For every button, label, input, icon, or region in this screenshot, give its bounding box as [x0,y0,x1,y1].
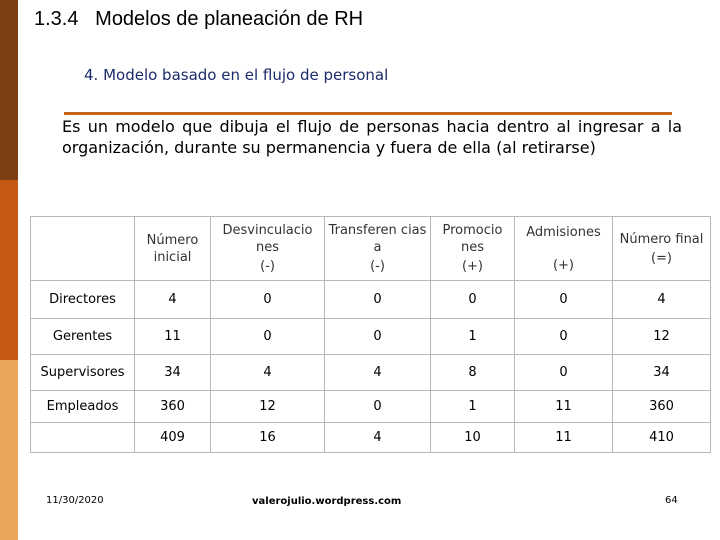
table-cell: 360 [135,391,211,423]
header-cell [211,217,325,281]
slide-title: 1.3.4 Modelos de planeación de RH [34,8,364,30]
table-cell: 8 [431,355,515,391]
header-label: Desvinculacio nes [222,223,313,255]
table-cell: 0 [325,319,431,355]
page-number: 64 [665,495,678,506]
header-sign: (+) [461,259,484,274]
header-sign: (=) [650,250,673,266]
header-sign: (-) [370,259,385,274]
header-cell-empty [31,217,135,281]
row-label: Gerentes [31,319,135,355]
table-cell: 0 [515,319,613,355]
table-cell: 0 [515,355,613,391]
personnel-flow-table [30,216,711,453]
header-label: Número final [619,231,704,247]
side-bar-segment-light [0,360,18,540]
table-cell: 0 [325,281,431,319]
side-bar-segment-mid [0,180,18,360]
row-label: Directores [31,281,135,319]
side-bar-segment-dark [0,0,18,180]
footer-date: 11/30/2020 [46,495,104,506]
header-label: Promocio nes [442,223,503,255]
table-header-row [31,217,711,281]
table-row [31,319,711,355]
table-cell: 4 [613,281,711,319]
table-row [31,355,711,391]
header-sign: (-) [260,259,275,274]
table-cell: 4 [211,355,325,391]
header-cell [613,217,711,281]
header-cell [325,217,431,281]
row-label [31,423,135,453]
table-row [31,281,711,319]
row-label: Empleados [31,391,135,423]
table-cell: 34 [135,355,211,391]
table-cell: 34 [613,355,711,391]
header-label: Admisiones [526,224,601,240]
table-total-row [31,423,711,453]
header-cell [431,217,515,281]
side-accent-bar [0,0,18,540]
table-cell: 410 [613,423,711,453]
table-cell: 12 [613,319,711,355]
table-cell: 1 [431,391,515,423]
table-cell: 1 [431,319,515,355]
slide-subtitle: 4. Modelo basado en el flujo de personal [84,66,389,84]
footer-url: valerojulio.wordpress.com [252,496,402,507]
table-cell: 11 [515,423,613,453]
table-cell: 4 [135,281,211,319]
header-sign: (+) [552,257,575,273]
divider-rule [64,112,672,115]
table-cell: 11 [515,391,613,423]
table-cell: 11 [135,319,211,355]
table-cell: 0 [431,281,515,319]
table-cell: 10 [431,423,515,453]
table-cell: 12 [211,391,325,423]
row-label: Supervisores [31,355,135,391]
header-cell [135,217,211,281]
table-cell: 0 [515,281,613,319]
header-cell [515,217,613,281]
table-cell: 0 [211,281,325,319]
table-cell: 4 [325,355,431,391]
table-cell: 4 [325,423,431,453]
table-cell: 409 [135,423,211,453]
header-label: Número inicial [146,232,199,265]
table-row [31,391,711,423]
table-cell: 16 [211,423,325,453]
table-cell: 0 [325,391,431,423]
header-label: Transferen cias a [328,223,427,255]
table-cell: 0 [211,319,325,355]
slide-description: Es un modelo que dibuja el flujo de personas hacia dentro al ingresar a la organización, durante su permanencia y fuera de ella (al retirarse) [62,117,682,157]
table-cell: 360 [613,391,711,423]
